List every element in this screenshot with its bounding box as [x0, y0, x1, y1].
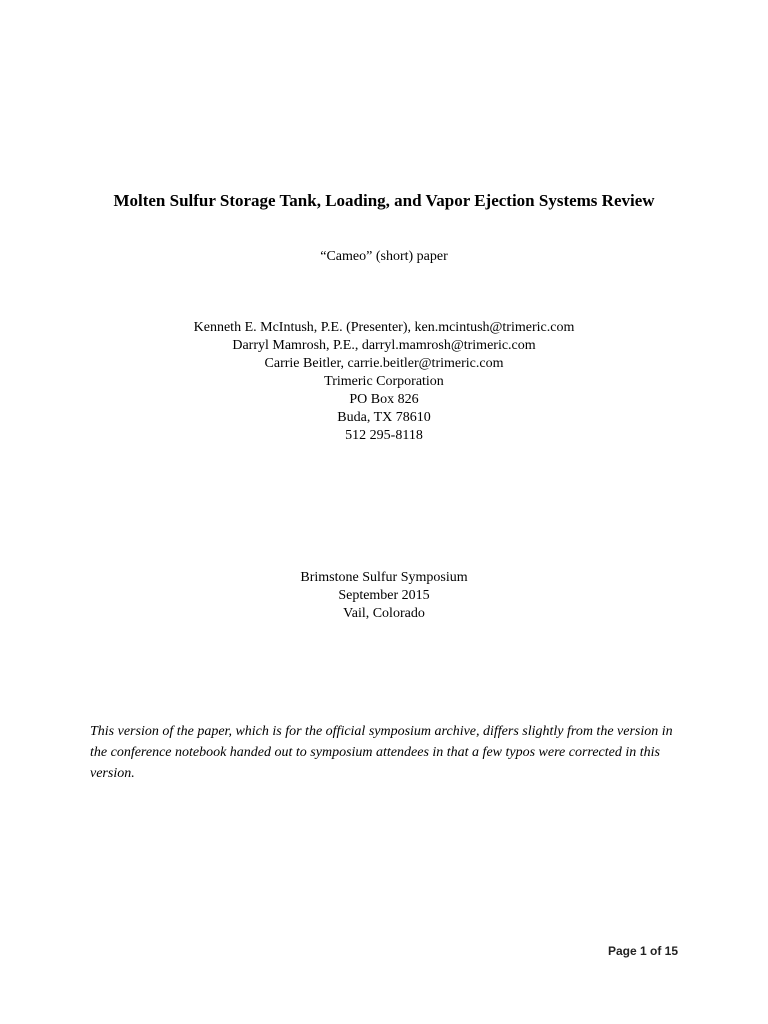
company-address-line: PO Box 826: [349, 392, 419, 407]
page-number: Page 1 of 15: [607, 944, 678, 958]
author-line: Kenneth E. McIntush, P.E. (Presenter), ken.mcintush@trimeric.com: [193, 320, 575, 335]
event-block: [0, 569, 768, 623]
event-name: Brimstone Sulfur Symposium: [300, 570, 468, 585]
author-line: Carrie Beitler, carrie.beitler@trimeric.com: [264, 356, 504, 371]
company-phone: 512 295-8118: [345, 428, 423, 443]
author-block: [0, 319, 768, 445]
version-note: This version of the paper, which is for the official symposium archive, differs slightly from the version in the conference notebook handed out to symposium attendees in that a few typos were corrected in this version.: [90, 724, 673, 781]
event-date: September 2015: [338, 588, 430, 603]
document-title: Molten Sulfur Storage Tank, Loading, and Vapor Ejection Systems Review: [113, 191, 655, 210]
company-address-line: Buda, TX 78610: [337, 410, 431, 425]
event-location: Vail, Colorado: [343, 606, 425, 621]
company-name: Trimeric Corporation: [324, 374, 444, 389]
document-subtitle: “Cameo” (short) paper: [320, 249, 448, 264]
author-line: Darryl Mamrosh, P.E., darryl.mamrosh@trimeric.com: [232, 338, 536, 353]
